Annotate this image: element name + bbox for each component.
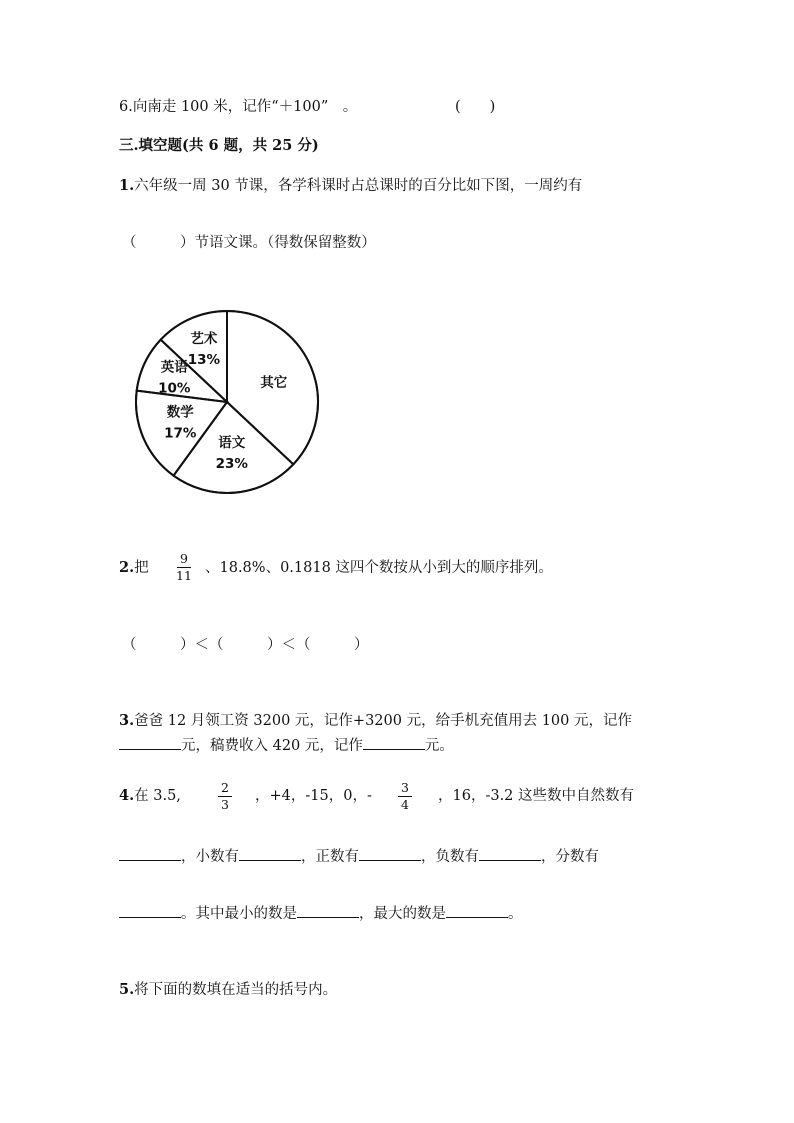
- question-1-line1: [119, 176, 582, 196]
- question-4-mid: ，+4，-15，0，-: [255, 788, 372, 804]
- question-3-text-b: 元。: [424, 738, 454, 754]
- pie-chart: [128, 308, 328, 504]
- answer-blank[interactable]: [119, 735, 181, 750]
- question-2: [119, 558, 149, 578]
- question-2-prefix: 把: [134, 560, 149, 576]
- question-4-text: ，最大的数是: [359, 906, 446, 922]
- question-1-text: 六年级一周 30 节课，各学科课时占总课时的百分比如下图，一周约有: [134, 178, 583, 194]
- question-4-text: ，分数有: [541, 849, 599, 865]
- answer-blank[interactable]: [119, 846, 181, 861]
- answer-blank[interactable]: [359, 846, 421, 861]
- question-4-text: ，负数有: [421, 849, 479, 865]
- pie-label-4: 艺术: [190, 331, 218, 348]
- question-6-answer-paren: ( ): [455, 99, 496, 115]
- pie-label-3: 英语: [160, 359, 188, 376]
- question-6: [119, 97, 357, 117]
- question-4-line2: [119, 846, 599, 867]
- answer-blank[interactable]: [297, 903, 359, 918]
- pie-value-label-3: 10%: [158, 380, 191, 397]
- question-3-text-a: 元，稿费收入 420 元，记作: [181, 738, 363, 754]
- question-4-number: 4.: [119, 787, 135, 804]
- question-3-line2: [119, 735, 454, 756]
- question-4-line1: [119, 786, 181, 806]
- question-1-line2: （ ）节语文课。（得数保留整数）: [122, 235, 376, 251]
- section-title: 三.填空题(共 6 题，共 25 分): [119, 137, 319, 154]
- fraction-denominator: 4: [401, 797, 409, 812]
- question-6-text: 6.向南走 100 米，记作“＋100” 。: [119, 99, 358, 115]
- question-4-text: 。: [508, 906, 523, 922]
- question-4-text: ，正数有: [301, 849, 359, 865]
- answer-blank[interactable]: [363, 735, 425, 750]
- fraction-denominator: 3: [221, 797, 229, 812]
- pie-value-label-4: 13%: [187, 352, 221, 369]
- question-1-number: 1.: [119, 177, 135, 194]
- answer-blank[interactable]: [479, 846, 541, 861]
- fraction-denominator: 11: [176, 568, 192, 583]
- question-2-rest: 、18.8%、0.1818 这四个数按从小到大的顺序排列。: [205, 560, 553, 576]
- pie-label-2: 数学: [166, 404, 194, 421]
- fraction-numerator: 9: [179, 551, 188, 566]
- question-4-prefix: 在 3.5,: [134, 788, 181, 804]
- fraction-3-4: [398, 781, 412, 812]
- question-3-line1: [119, 711, 632, 731]
- question-4-text: 。其中最小的数是: [181, 906, 297, 922]
- question-4-rest: ，16，-3.2 这些数中自然数有: [438, 788, 635, 804]
- question-2-number: 2.: [119, 559, 135, 576]
- question-2-order: （ ）＜（ ）＜（ ）: [122, 637, 369, 653]
- question-4-text: ，小数有: [181, 849, 239, 865]
- fraction-2-3: [218, 781, 232, 812]
- question-3-text: 爸爸 12 月领工资 3200 元，记作+3200 元，给手机充值用去 100 元，记作: [134, 713, 632, 729]
- answer-blank[interactable]: [239, 846, 301, 861]
- question-3-number: 3.: [119, 712, 135, 729]
- answer-blank[interactable]: [446, 903, 508, 918]
- answer-blank[interactable]: [119, 903, 181, 918]
- pie-label-1: 语文: [218, 435, 246, 452]
- question-4-line3: [119, 903, 523, 924]
- fraction-numerator: 3: [401, 780, 409, 795]
- pie-value-label-1: 23%: [215, 456, 248, 473]
- fraction-9-11: [176, 552, 192, 583]
- fraction-numerator: 2: [221, 780, 229, 795]
- question-5: [119, 980, 337, 1000]
- question-5-number: 5.: [119, 981, 135, 998]
- pie-label-0: 其它: [260, 374, 288, 391]
- pie-value-label-2: 17%: [164, 425, 197, 442]
- question-5-text: 将下面的数填在适当的括号内。: [134, 982, 338, 998]
